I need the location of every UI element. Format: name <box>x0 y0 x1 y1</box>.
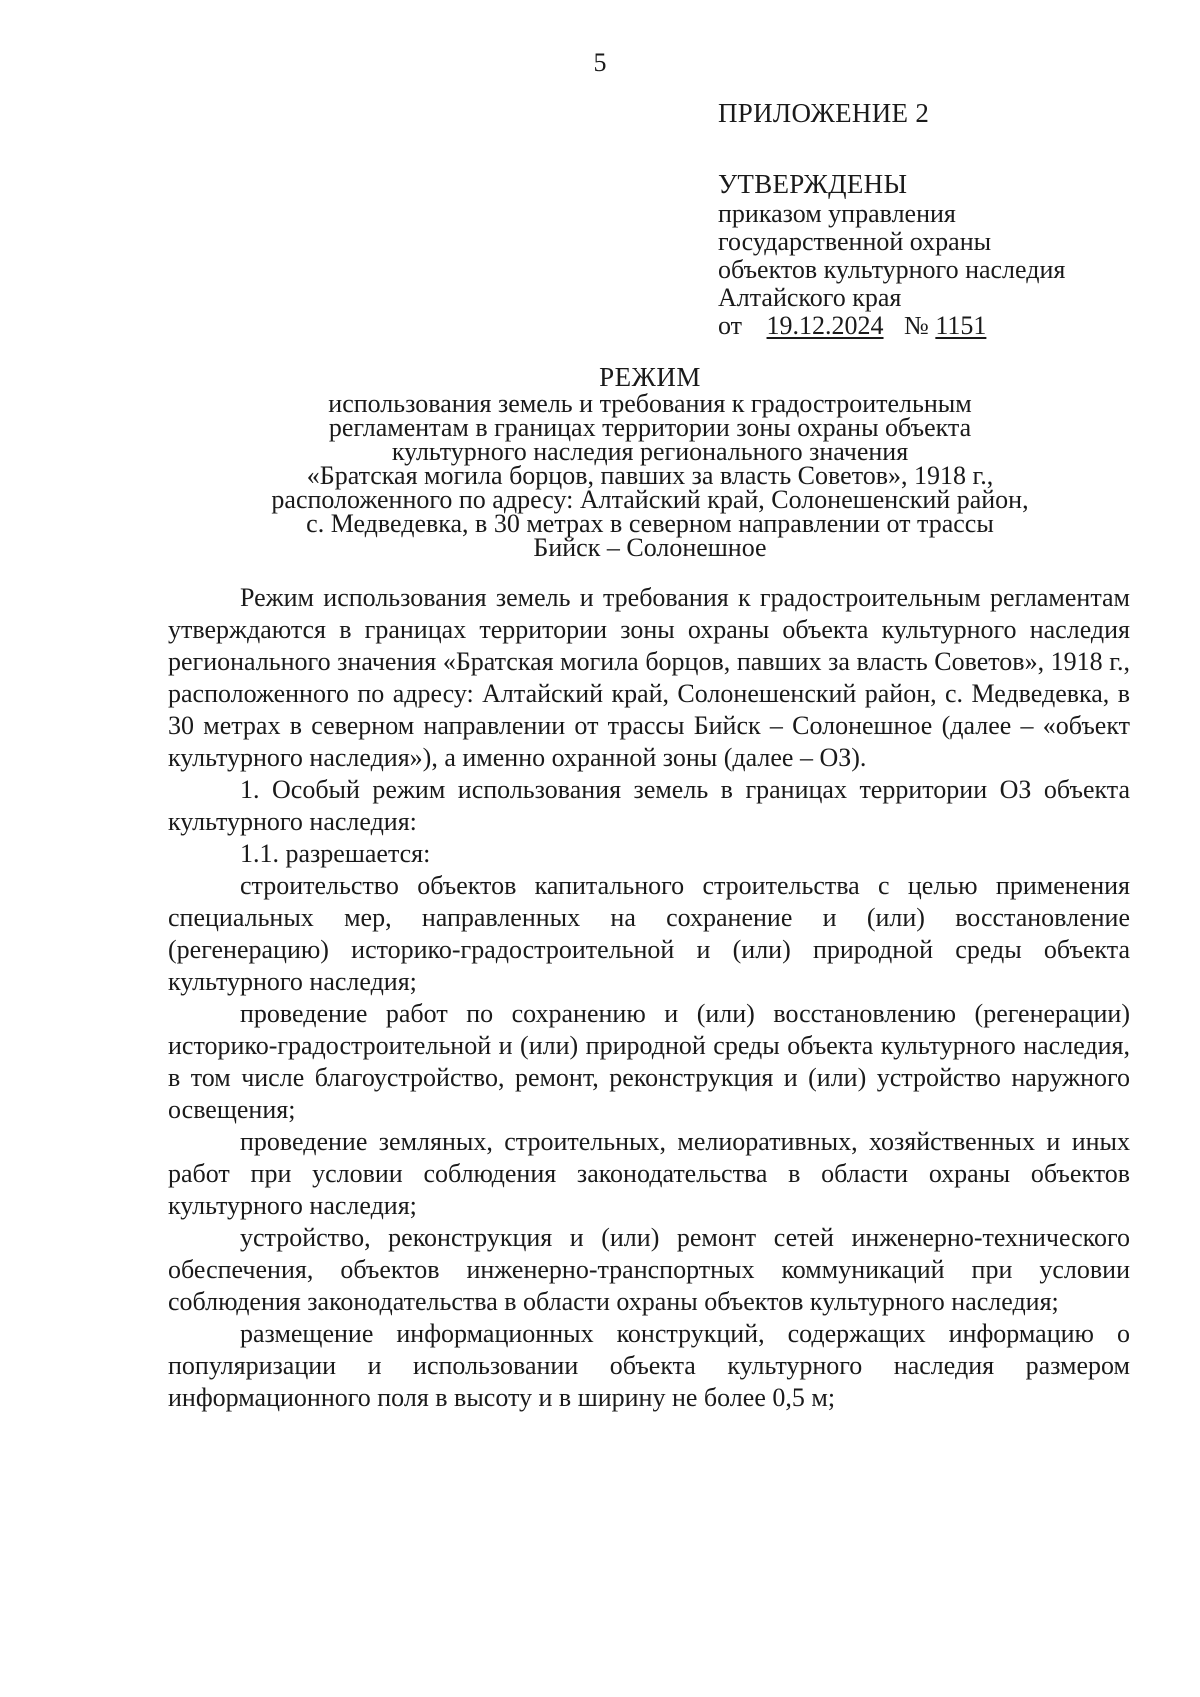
paragraph-intro: Режим использования земель и требования к градостроительным регламентам утверждаются в границах территории зоны охраны объекта культурного наследия регионального значения «Братская могила борцов, павших за власть Советов», 1918 г., расположенного по адресу: Алтайский край, Солонешенский район, с. Медведевка, в 30 метрах в северном направлении от трассы Бийск – Солонешное (далее – «объект культурного наследия»), а именно охранной зоны (далее – ОЗ). <box>168 583 1130 772</box>
subtitle-line: регламентам в границах территории зоны охраны объекта <box>328 413 972 442</box>
list-item: строительство объектов капитального строительства с целью применения специальных мер, направленных на сохранение и (или) восстановление (регенерацию) историко-градостроительной и (или) природной среды объекта культурного наследия; <box>168 871 1130 996</box>
paragraph-section-1: 1. Особый режим использования земель в границах территории ОЗ объекта культурного наследия: <box>168 775 1130 836</box>
appendix-label: ПРИЛОЖЕНИЕ 2 <box>718 98 930 128</box>
approval-line: государственной охраны <box>718 227 992 256</box>
order-line <box>718 312 1065 340</box>
document-body <box>168 582 1130 1414</box>
approval-block <box>718 170 1065 340</box>
document-title: РЕЖИМ <box>599 362 701 392</box>
list-item: размещение информационных конструкций, содержащих информацию о популяризации и использовании объекта культурного наследия размером информационного поля в высоту и в ширину не более 0,5 м; <box>168 1319 1130 1412</box>
list-item: проведение работ по сохранению и (или) восстановлению (регенерации) историко-градостроительной и (или) природной среды объекта культурного наследия, в том числе благоустройство, ремонт, реконструкция и (или) устройство наружного освещения; <box>168 999 1130 1124</box>
document-subtitle <box>170 389 1130 562</box>
order-date: 19.12.2024 <box>766 311 884 340</box>
subtitle-line: «Братская могила борцов, павших за власть Советов», 1918 г., <box>306 461 994 490</box>
page-number: 5 <box>593 48 607 77</box>
subtitle-line: культурного наследия регионального значения <box>391 437 909 466</box>
subtitle-line: использования земель и требования к градостроительным <box>328 389 972 418</box>
paragraph-subsection-1-1: 1.1. разрешается: <box>240 839 431 868</box>
subtitle-line: с. Медведевка, в 30 метрах в северном направлении от трассы <box>306 509 994 538</box>
approval-line: приказом управления <box>718 199 956 228</box>
subtitle-line: Бийск – Солонешное <box>533 533 767 562</box>
list-item: устройство, реконструкция и (или) ремонт сетей инженерно-технического обеспечения, объектов инженерно-транспортных коммуникаций при условии соблюдения законодательства в области охраны объектов культурного наследия; <box>168 1223 1130 1316</box>
approval-line: Алтайского края <box>718 283 902 312</box>
order-number: 1151 <box>935 311 987 340</box>
subtitle-line: расположенного по адресу: Алтайский край, Солонешенский район, <box>271 485 1029 514</box>
order-prefix: от <box>718 311 743 340</box>
approval-line: объектов культурного наследия <box>718 255 1066 284</box>
approval-title: УТВЕРЖДЕНЫ <box>718 169 908 199</box>
list-item: проведение земляных, строительных, мелиоративных, хозяйственных и иных работ при условии соблюдения законодательства в области охраны объектов культурного наследия; <box>168 1127 1130 1220</box>
order-number-label: № <box>904 311 929 340</box>
